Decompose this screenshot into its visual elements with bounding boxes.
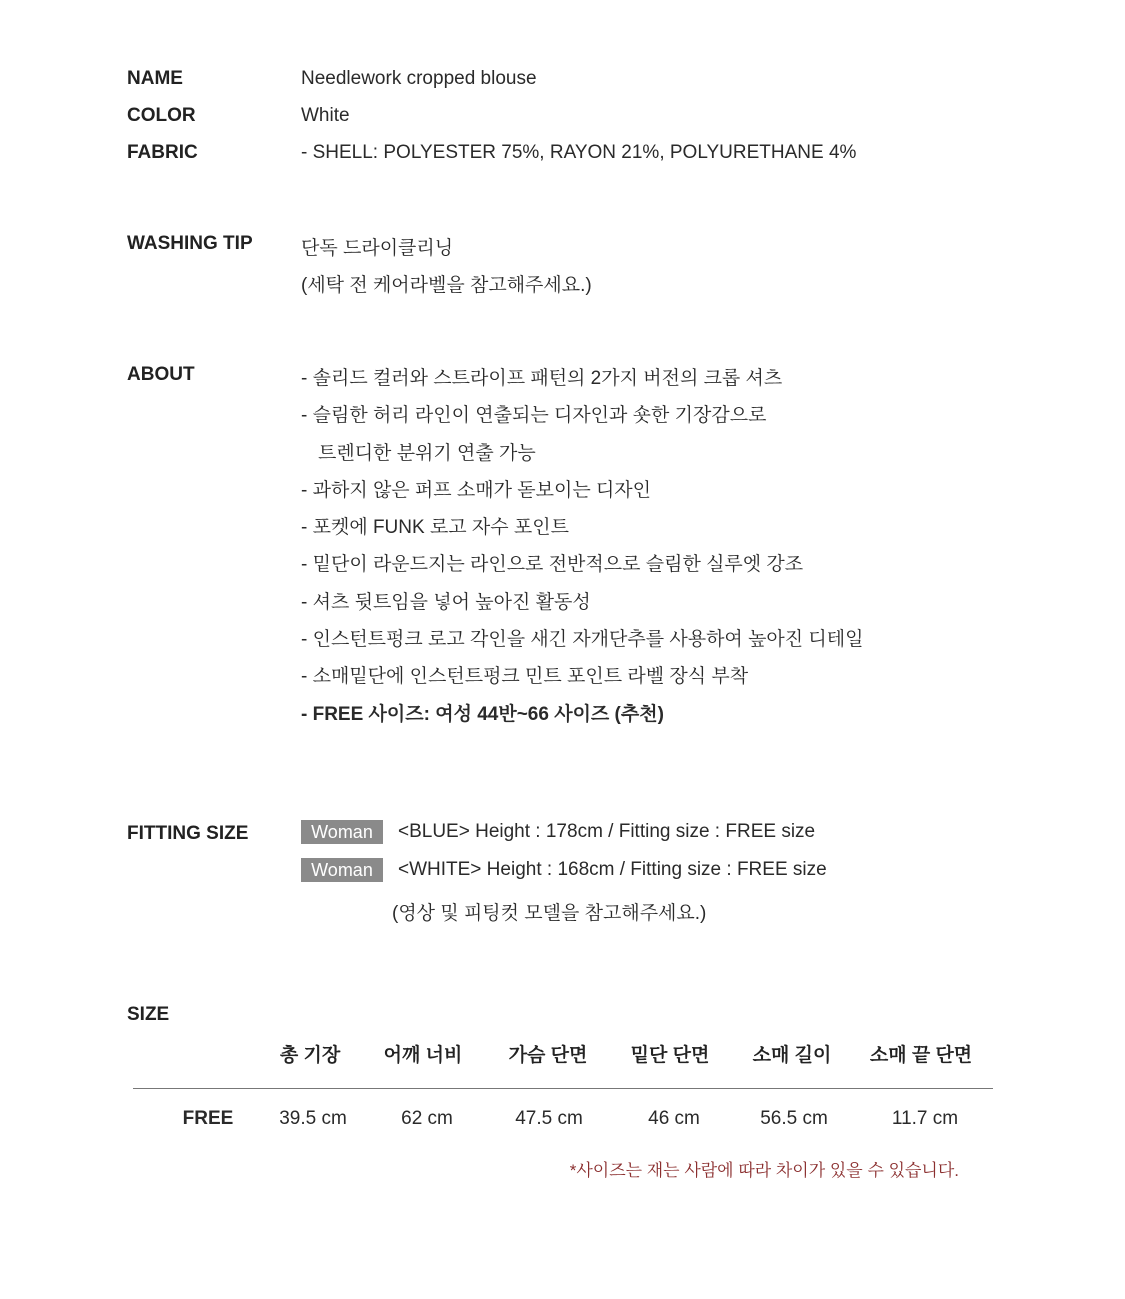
- woman-badge: Woman: [301, 858, 383, 882]
- list-item: - FREE 사이즈: 여성 44반~66 사이즈 (추천): [301, 703, 664, 725]
- list-item: - 인스턴트펑크 로고 각인을 새긴 자개단추를 사용하여 높아진 디테일: [301, 629, 864, 651]
- header-shoulder-width: 어깨 너비: [383, 1045, 463, 1066]
- cell-hem-width: 46 cm: [648, 1108, 700, 1129]
- header-sleeve-opening: 소매 끝 단면: [869, 1045, 973, 1066]
- fabric-value: - SHELL: POLYESTER 75%, RAYON 21%, POLYURETHANE 4%: [301, 142, 857, 163]
- header-sleeve-length: 소매 길이: [752, 1045, 832, 1066]
- fitting-note: (영상 및 피팅컷 모델을 참고해주세요.): [392, 903, 707, 924]
- name-label: NAME: [127, 68, 183, 89]
- table-row: [133, 1108, 993, 1148]
- list-item: - 포켓에 FUNK 로고 자수 포인트: [301, 517, 569, 539]
- about-label: ABOUT: [127, 364, 195, 385]
- washing-tip-label: WASHING TIP: [127, 233, 253, 254]
- color-value: White: [301, 105, 350, 126]
- cell-shoulder-width: 62 cm: [401, 1108, 453, 1129]
- list-item: - 밑단이 라운드지는 라인으로 전반적으로 슬림한 실루엣 강조: [301, 554, 804, 576]
- fitting-row: [301, 820, 815, 844]
- cell-sleeve-opening: 11.7 cm: [891, 1108, 959, 1129]
- fitting-text: <WHITE> Height : 168cm / Fitting size : FREE size: [398, 859, 827, 880]
- washing-tip-line1: 단독 드라이클리닝: [301, 238, 454, 259]
- list-item: 트렌디한 분위기 연출 가능: [318, 442, 536, 464]
- header-chest-width: 가슴 단면: [508, 1045, 588, 1066]
- table-divider: [133, 1088, 993, 1089]
- fitting-text: <BLUE> Height : 178cm / Fitting size : FREE size: [398, 821, 816, 842]
- color-label: COLOR: [127, 105, 196, 126]
- size-label: SIZE: [127, 1004, 170, 1025]
- fabric-label: FABRIC: [127, 142, 198, 163]
- fitting-size-label: FITTING SIZE: [127, 823, 249, 844]
- fitting-row: [301, 858, 827, 882]
- row-label-free: FREE: [182, 1108, 234, 1129]
- cell-sleeve-length: 56.5 cm: [760, 1108, 828, 1129]
- cell-total-length: 39.5 cm: [279, 1108, 347, 1129]
- list-item: - 솔리드 컬러와 스트라이프 패턴의 2가지 버전의 크롭 셔츠: [301, 368, 783, 389]
- washing-tip-line2: (세탁 전 케어라벨을 참고해주세요.): [301, 275, 592, 296]
- about-list: [301, 360, 863, 733]
- size-table: [133, 1040, 993, 1148]
- cell-chest-width: 47.5 cm: [515, 1108, 583, 1129]
- list-item: - 셔츠 뒷트임을 넣어 높아진 활동성: [301, 591, 591, 613]
- header-total-length: 총 기장: [279, 1045, 341, 1066]
- list-item: - 슬림한 허리 라인이 연출되는 디자인과 숏한 기장감으로: [301, 405, 767, 427]
- list-item: - 과하지 않은 퍼프 소매가 돋보이는 디자인: [301, 479, 652, 501]
- list-item: - 소매밑단에 인스턴트펑크 민트 포인트 라벨 장식 부착: [301, 666, 749, 688]
- size-table-header: [133, 1040, 993, 1080]
- size-disclaimer: *사이즈는 재는 사람에 따라 차이가 있을 수 있습니다.: [569, 1161, 959, 1180]
- name-value: Needlework cropped blouse: [301, 68, 537, 89]
- header-hem-width: 밑단 단면: [630, 1045, 710, 1066]
- woman-badge: Woman: [301, 820, 383, 844]
